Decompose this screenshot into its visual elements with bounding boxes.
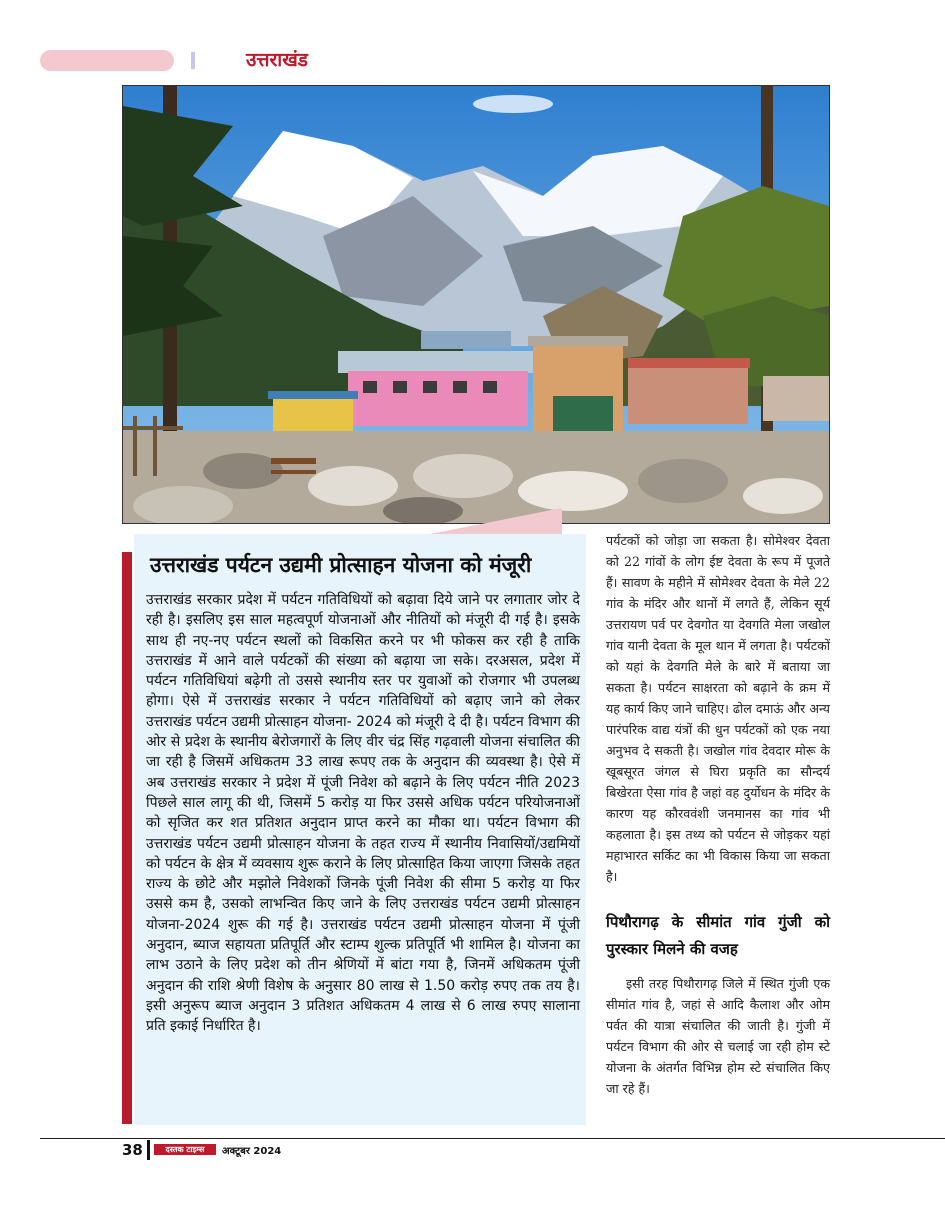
magazine-logo: दस्तक टाइम्स bbox=[154, 1144, 216, 1155]
article-box bbox=[134, 534, 586, 1125]
issue-date: अक्टूबर 2024 bbox=[222, 1146, 282, 1157]
footer-separator bbox=[147, 1140, 150, 1160]
photo-illustration bbox=[123, 86, 829, 523]
sidebar-heading: पिथौरागढ़ के सीमांत गांव गुंजी को पुरस्कार मिलने की वजह bbox=[606, 913, 830, 958]
accent-stripe bbox=[122, 552, 132, 1124]
page-number: 38 bbox=[122, 1141, 143, 1159]
sidebar-paragraph-2: इसी तरह पिथौरागढ़ जिले में स्थित गुंजी एक सीमांत गांव है, जहां से आदि कैलाश और ओम पर्वत की यात्रा संचालित की जाती है। गुंजी में पर्यटन विभाग की ओर से चलाई जा रही होम स्टे योजना के अंतर्गत विभिन्न होम स्टे संचालित किए जा रहे हैं। bbox=[606, 976, 830, 1096]
article-title: उत्तराखंड पर्यटन उद्यमी प्रोत्साहन योजना को मंजूरी bbox=[150, 553, 532, 577]
header-separator bbox=[191, 52, 195, 69]
article-body: उत्तराखंड सरकार प्रदेश में पर्यटन गतिविधियों को बढ़ावा दिये जाने पर लगातार जोर दे रही है। इसलिए इस साल महत्वपूर्ण योजनाओं और नीतियों को मंजूरी दी गई है। इसके साथ ही नए-नए पर्यटन स्थलों को विकसित करने पर भी फोकस कर रही है ताकि उत्तराखंड में आने वाले पर्यटकों की संख्या को बढ़ाया जा सके। दरअसल, प्रदेश में पर्यटन गतिविधियां बढ़ेगी तो उससे स्थानीय स्तर पर युवाओं को रोजगार भी उपलब्ध होगा। ऐसे में उत्तराखंड सरकार ने पर्यटन गतिविधियों को बढ़ाए जाने को लेकर उत्तराखंड पर्यटन उद्यमी प्रोत्साहन योजना- 2024 को मंजूरी दे दी है। पर्यटन विभाग की ओर से प्रदेश के स्थानीय बेरोजगारों के लिए वीर चंद्र सिंह गढ़वाली योजना संचालित की जा रही है जिसमें अधिकतम 33 लाख रूपए तक के अनुदान की व्यवस्था है। ऐसे में अब उत्तराखंड सरकार ने प्रदेश में पूंजी निवेश को बढ़ाने के लिए पर्यटन नीति 2023 पिछले साल लागू की थी, जिसमें 5 करोड़ या फिर उससे अधिक पर्यटन परियोजनाओं को सृजित कर शत प्रतिशत अनुदान प्राप्त करने का मौका था। पर्यटन विभाग की उत्तराखंड पर्यटन उद्यमी प्रोत्साहन योजना के तहत राज्य में स्थानीय निवासियों/उद्यमियों को पर्यटन के क्षेत्र में व्यवसाय शुरू कराने के लिए प्रोत्साहित किया जाएगा जिसके तहत राज्य के छोटे और मझोले निवेशकों जिनके पूंजी निवेश की सीमा 5 करोड़ या फिर उससे कम है, उसको लाभन्वित किए जाने के लिए उत्तराखंड पर्यटन उद्यमी प्रोत्साहन योजना-2024 शुरू की गई है। उत्तराखंड पर्यटन उद्यमी प्रोत्साहन योजना में पूंजी अनुदान, ब्याज सहायता प्रतिपूर्ति और स्टाम्प शुल्क प्रतिपूर्ति भी शामिल है। योजना का लाभ उठाने के लिए प्रदेश को तीन श्रेणियों में बांटा गया है, जिनमें अधिकतम पूंजी अनुदान की राशि श्रेणी विशेष के अनुसार 80 लाख से 1.50 करोड़ रुपए तक तय है। इसी अनुरूप ब्याज अनुदान 3 प्रतिशत अधिकतम 4 लाख से 6 लाख रुपए सालाना प्रति इकाई निर्धारित है। bbox=[146, 592, 580, 1035]
section-title: उत्तराखंड bbox=[246, 49, 308, 71]
sidebar-column bbox=[606, 530, 830, 1099]
header-pill-decoration bbox=[40, 50, 174, 71]
footer-divider bbox=[40, 1138, 945, 1139]
mountain-village-photo bbox=[122, 85, 830, 524]
sidebar-paragraph: पर्यटकों को जोड़ा जा सकता है। सोमेश्वर देवता को 22 गांवों के लोग ईष्ट देवता के रूप में पूजते हैं। सावण के महीने में सोमेश्वर देवता के मेले 22 गांव के मंदिर और थानों में लगते हैं, लेकिन सूर्य उत्तरायण पर्व पर देवगोत या देवगति मेला जखोल गांव यानी देवता के मूल थान में लगता है। पर्यटकों को यहां के देवगति मेले के बारे में बताया जा सकता है। पर्यटन साक्षरता को बढ़ाने के क्रम में यह कार्य किए जाने चाहिए। ढोल दमाऊं और अन्य पारंपरिक वाद्य यंत्रों की धुन पर्यटकों को एक नया अनुभव दे सकती है। जखोल गांव देवदार मोरू के खूबसूरत जंगल से घिरा प्रकृति का सौन्दर्य बिखेरता ऐसा गांव है जहां वह दुर्योधन के मंदिर के कारण यह कौरववंशी जनमानस का गांव भी कहलाता है। इस तथ्य को पर्यटन से जोड़कर यहां महाभारत सर्किट का भी विकास किया जा सकता है। bbox=[606, 533, 830, 884]
